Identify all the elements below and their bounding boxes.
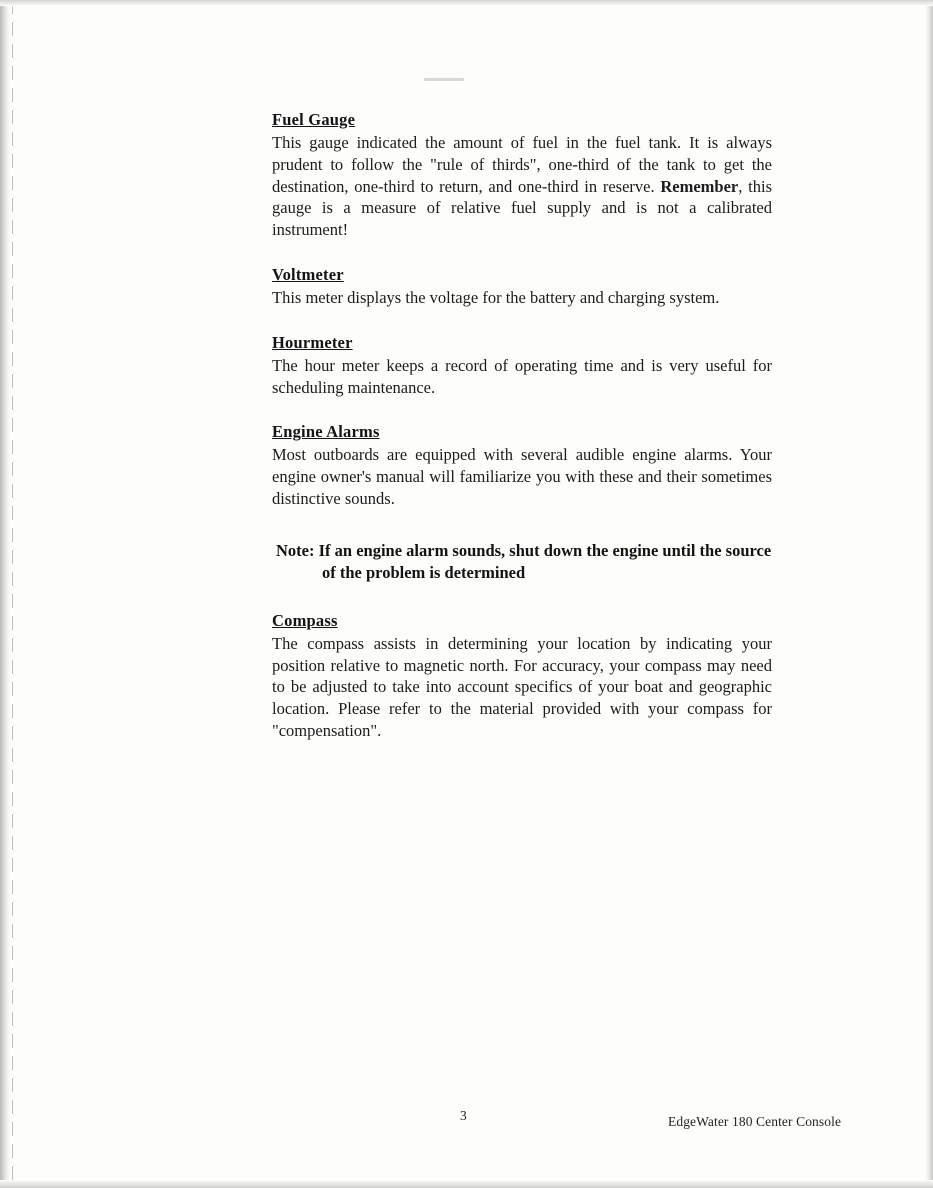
fuel-gauge-text-part2: , this gauge is a measure of relative fuel supply and is not a calibrated instrument!	[272, 176, 772, 240]
section-compass	[272, 611, 772, 742]
section-heading-compass: Compass	[272, 610, 338, 630]
section-paragraph-fuel-gauge	[272, 132, 772, 241]
fuel-gauge-remember-bold: Remember	[660, 176, 739, 196]
section-heading-voltmeter: Voltmeter	[272, 264, 344, 284]
section-heading-hourmeter: Hourmeter	[272, 332, 353, 352]
scan-edge-right	[925, 0, 933, 1188]
section-hourmeter	[272, 333, 772, 399]
section-paragraph-voltmeter: This meter displays the voltage for the battery and charging system.	[272, 287, 720, 307]
section-paragraph-hourmeter: The hour meter keeps a record of operating time and is very useful for scheduling maintenance.	[272, 355, 772, 397]
section-fuel-gauge	[272, 110, 772, 241]
section-heading-engine-alarms: Engine Alarms	[272, 422, 380, 442]
scan-artifact-line	[12, 0, 13, 1188]
fuel-gauge-text-part1: This gauge indicated the amount of fuel in the fuel tank. It is always prudent to follow the "rule of thirds", one-third of the tank to get the destination, one-third to return, and one-third in reserve.	[272, 133, 772, 196]
heading-wrap-voltmeter	[272, 265, 772, 287]
section-heading-fuel-gauge: Fuel Gauge	[272, 110, 356, 129]
heading-wrap-compass	[272, 611, 772, 633]
note-block	[272, 540, 772, 585]
section-voltmeter	[272, 265, 772, 309]
scan-smudge	[424, 78, 464, 81]
scan-edge-top	[0, 0, 933, 6]
section-paragraph-engine-alarms: Most outboards are equipped with several audible engine alarms. Your engine owner's manual will familiarize you with these and their sometimes distinctive sounds.	[272, 445, 772, 508]
heading-wrap-fuel-gauge	[272, 110, 772, 132]
heading-wrap-engine-alarms	[272, 422, 772, 444]
heading-wrap-hourmeter	[272, 333, 772, 355]
page-content	[272, 110, 772, 766]
footer-doc-title: EdgeWater 180 Center Console	[668, 1114, 842, 1129]
page-number: 3	[460, 1108, 467, 1123]
section-paragraph-compass: The compass assists in determining your location by indicating your position relative to magnetic north. For accuracy, your compass may need to be adjusted to take into account specifics of your boat and geographic location. Please refer to the material provided with your compass for "compensation".	[272, 633, 772, 740]
scan-edge-left	[0, 0, 10, 1188]
note-line-2: of the problem is determined	[322, 563, 526, 583]
section-engine-alarms	[272, 422, 772, 509]
scan-edge-bottom	[0, 1180, 933, 1188]
note-line-1: Note: If an engine alarm sounds, shut down the engine until the source	[276, 540, 772, 560]
